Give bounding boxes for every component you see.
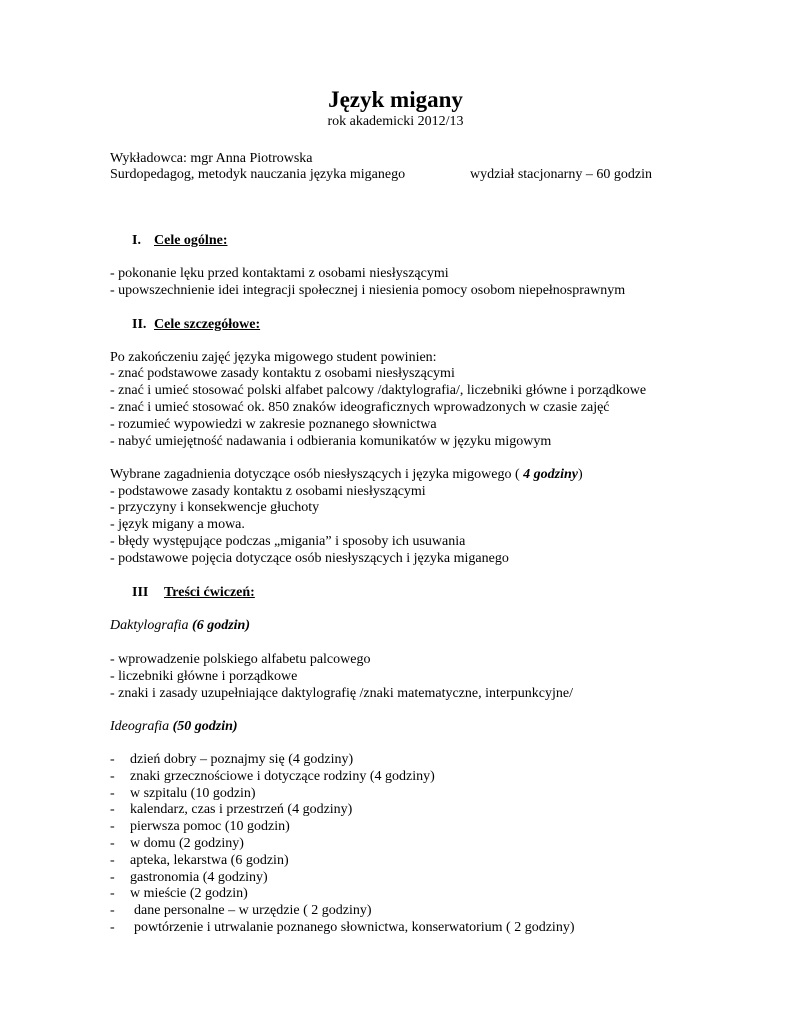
list-item xyxy=(110,769,435,785)
list-item-text: w domu (2 godziny) xyxy=(130,836,244,851)
list-dash: - xyxy=(110,886,115,901)
list-item xyxy=(110,920,574,936)
section-3-number: III xyxy=(132,585,149,600)
list-dash: - xyxy=(110,853,115,868)
list-item: - język migany a mowa. xyxy=(110,517,245,532)
list-item xyxy=(110,802,352,818)
list-item: - znać podstawowe zasady kontaktu z osobami niesłyszącymi xyxy=(110,366,455,381)
list-item: - wprowadzenie polskiego alfabetu palcowego xyxy=(110,652,371,667)
list-item: - podstawowe zasady kontaktu z osobami niesłyszącymi xyxy=(110,484,426,499)
section-2-number: II. xyxy=(132,317,147,332)
ideografia-label: Ideografia xyxy=(110,719,170,734)
list-dash: - xyxy=(110,802,115,817)
daktylografia-heading xyxy=(110,618,250,634)
list-dash: - xyxy=(110,769,115,784)
list-item: - znać i umieć stosować ok. 850 znaków ideograficznych wprowadzonych w czasie zajęć xyxy=(110,400,610,415)
list-item xyxy=(110,752,353,768)
list-item: - liczebniki główne i porządkowe xyxy=(110,669,298,684)
list-dash: - xyxy=(110,920,115,935)
document-subtitle: rok akademicki 2012/13 xyxy=(327,114,464,129)
list-dash: - xyxy=(110,903,115,918)
section-1-title: Cele ogólne: xyxy=(154,233,228,248)
list-item-text: w szpitalu (10 godzin) xyxy=(130,786,256,801)
list-item-text: znaki grzecznościowe i dotyczące rodziny (4 godziny) xyxy=(130,769,435,784)
list-item-text: dzień dobry – poznajmy się (4 godziny) xyxy=(130,752,354,767)
list-item: - upowszechnienie idei integracji społecznej i niesienia pomocy osobom niepełnosprawnym xyxy=(110,283,626,298)
list-item: - znać i umieć stosować polski alfabet palcowy /daktylografia/, liczebniki główne i porządkowe xyxy=(110,383,647,398)
topics-intro-text: Wybrane zagadnienia dotyczące osób niesłyszących i języka migowego ( xyxy=(110,467,520,482)
lecturer-line: Wykładowca: mgr Anna Piotrowska xyxy=(110,151,313,166)
list-item-text: pierwsza pomoc (10 godzin) xyxy=(130,819,290,834)
section-2-intro: Po zakończeniu zajęć języka migowego student powinien: xyxy=(110,350,437,365)
department-info: wydział stacjonarny – 60 godzin xyxy=(470,167,652,182)
section-3-title: Treści ćwiczeń: xyxy=(164,585,255,600)
list-item: - podstawowe pojęcia dotyczące osób niesłyszących i języka miganego xyxy=(110,551,509,566)
list-item xyxy=(110,836,244,852)
list-item: - błędy występujące podczas „migania” i sposoby ich usuwania xyxy=(110,534,466,549)
list-item xyxy=(110,786,256,802)
list-item-text: gastronomia (4 godziny) xyxy=(130,870,268,885)
topics-close: ) xyxy=(578,467,583,482)
topics-hours: 4 godziny xyxy=(523,467,578,482)
list-item xyxy=(110,886,248,902)
daktylografia-label: Daktylografia xyxy=(110,618,189,633)
list-item-text: w mieście (2 godzin) xyxy=(130,886,248,901)
list-item-text: powtórzenie i utrwalanie poznanego słownictwa, konserwatorium ( 2 godziny) xyxy=(134,920,575,935)
list-item: - nabyć umiejętność nadawania i odbierania komunikatów w języku migowym xyxy=(110,434,552,449)
section-1-number: I. xyxy=(132,233,141,248)
section-3-heading xyxy=(132,585,255,601)
list-item xyxy=(110,870,268,886)
section-2-title: Cele szczegółowe: xyxy=(154,317,261,332)
list-dash: - xyxy=(110,819,115,834)
lecturer-role: Surdopedagog, metodyk nauczania języka miganego xyxy=(110,167,406,182)
section-1-heading xyxy=(132,233,227,249)
list-item xyxy=(110,903,372,919)
topics-intro xyxy=(110,467,583,483)
list-item: - przyczyny i konsekwencje głuchoty xyxy=(110,500,320,515)
list-item: - pokonanie lęku przed kontaktami z osobami niesłyszącymi xyxy=(110,266,449,281)
list-item-text: dane personalne – w urzędzie ( 2 godziny) xyxy=(134,903,372,918)
list-item: - znaki i zasady uzupełniające daktylografię /znaki matematyczne, interpunkcyjne/ xyxy=(110,686,573,701)
list-dash: - xyxy=(110,836,115,851)
ideografia-heading xyxy=(110,719,238,735)
list-item-text: apteka, lekarstwa (6 godzin) xyxy=(130,853,289,868)
section-2-heading xyxy=(132,317,260,333)
ideografia-hours: (50 godzin) xyxy=(172,719,238,734)
list-item xyxy=(110,819,290,835)
list-item: - rozumieć wypowiedzi w zakresie poznanego słownictwa xyxy=(110,417,437,432)
document-title: Język migany xyxy=(328,87,463,112)
list-dash: - xyxy=(110,786,115,801)
list-dash: - xyxy=(110,752,115,767)
list-dash: - xyxy=(110,870,115,885)
list-item-text: kalendarz, czas i przestrzeń (4 godziny) xyxy=(130,802,353,817)
daktylografia-hours: (6 godzin) xyxy=(192,618,250,633)
list-item xyxy=(110,853,289,869)
